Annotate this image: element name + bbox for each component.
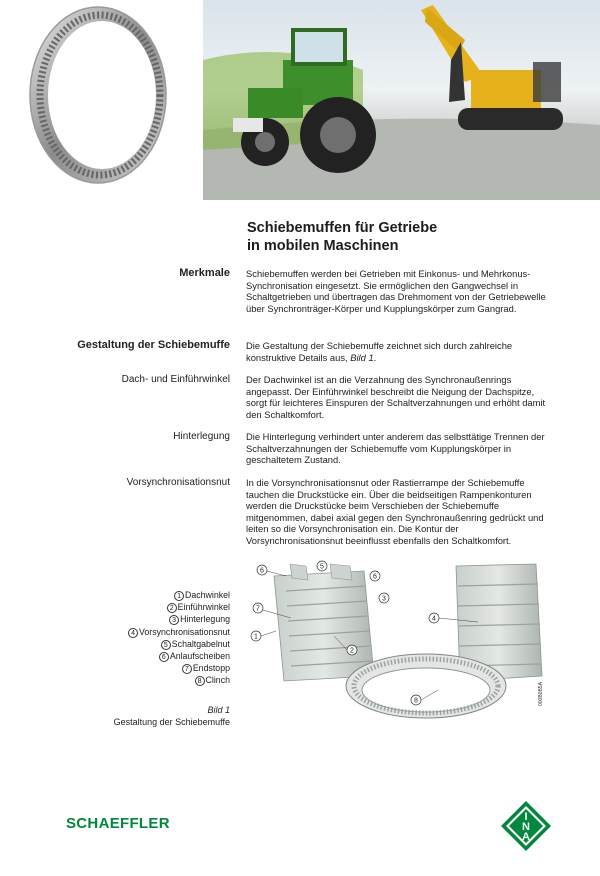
schaeffler-logo: SCHAEFFLER [66, 815, 170, 832]
tractor-illustration [233, 30, 376, 173]
callout-circle [379, 593, 389, 603]
svg-text:5: 5 [320, 563, 324, 571]
section-label-dachwinkel: Dach- und Einführwinkel [121, 374, 230, 385]
callout-circle [257, 565, 267, 575]
legend-item: 5 Schaltgabelnut [128, 638, 230, 650]
legend-item: 1 Dachwinkel [128, 589, 230, 601]
section-label-gestaltung: Gestaltung der Schiebemuffe [77, 339, 230, 351]
figure-caption [114, 704, 230, 728]
callout-circle [253, 603, 263, 613]
svg-text:7: 7 [256, 605, 260, 613]
legend-item: 3 Hinterlegung [128, 613, 230, 625]
legend-item: 4 Vorsynchronisationsnut [128, 626, 230, 638]
svg-text:A: A [522, 831, 530, 843]
svg-text:1: 1 [254, 633, 258, 641]
svg-text:4: 4 [432, 615, 436, 623]
figure-legend [128, 589, 230, 687]
legend-item: 6 Anlaufscheiben [128, 650, 230, 662]
figure-code: 000B0B5A [538, 682, 544, 706]
legend-item: 7 Endstopp [128, 662, 230, 674]
section-label-hinterlegung: Hinterlegung [173, 431, 230, 442]
svg-text:6: 6 [373, 573, 377, 581]
header-photo-machines [203, 0, 600, 200]
callout-circle [251, 631, 261, 641]
section-text-vorsynchronisationsnut: In die Vorsynchronisationsnut oder Rastierrampe der Schiebemuffe tauchen die Druckstücke ein. Über die beidseitigen Rampenkonturen werden die Druckstücke beim Verschieben der Schiebemuffe mitgenommen, dabei axial gegen den Synchronaußenring gedrückt und leiten so die Vorsynchronisation ein. Die Kontur der Vorsynchronisationsnut beeinflusst ebenfalls den Schaltkomfort. [246, 477, 544, 546]
callout-circle [411, 695, 421, 705]
legend-item: 8 Clinch [128, 674, 230, 686]
figure-caption-text: Gestaltung der Schiebemuffe [113, 717, 230, 727]
section-text-dachwinkel: Der Dachwinkel ist an die Verzahnung des Synchronaußenrings angepasst. Der Einführwinkel beschreibt die Neigung der Dachspitze, sorgt für leichteres Einspuren der Schaltverzahnungen und erhöht damit den Schaltkomfort. [246, 374, 546, 420]
callout-circle [317, 561, 327, 571]
ina-logo [500, 800, 552, 852]
section-label-merkmale: Merkmale [179, 267, 230, 279]
svg-text:3: 3 [382, 595, 386, 603]
excavator-illustration [421, 5, 563, 130]
section-text-hinterlegung: Die Hinterlegung verhindert unter anderem das selbsttätige Trennen der Schaltverzahnungen der Schiebemuffe vom Kupplungskörper in geschaltetem Zustand. [246, 431, 545, 466]
svg-text:I: I [524, 811, 528, 823]
page-title [247, 219, 437, 255]
section-text-gestaltung [246, 340, 550, 363]
section-text-gestaltung-end: . [373, 351, 377, 363]
svg-text:2: 2 [350, 647, 354, 655]
section-label-vorsynchronisationsnut: Vorsynchronisationsnut [126, 477, 230, 488]
callout-circle [429, 613, 439, 623]
page-title-line-1: Schiebemuffen für Getriebe [247, 220, 438, 236]
technical-figure-sliding-sleeve [246, 556, 550, 726]
legend-item: 2 Einführwinkel [128, 601, 230, 613]
svg-text:N: N [522, 821, 530, 833]
figure-reference: Bild 1 [350, 351, 374, 363]
callout-circle [347, 645, 357, 655]
header-photo-gear-ring [0, 0, 200, 200]
callout-circle [370, 571, 380, 581]
svg-text:8: 8 [414, 697, 418, 705]
section-text-merkmale: Schiebemuffen werden bei Getrieben mit Einkonus- und Mehrkonus-Synchronisation eingesetzt. Sie ermöglichen den Gangwechsel in Schaltgetrieben und übertragen das Drehmoment von der Getriebewelle über Synchronträger-Körper und Kupplungskörper zum Gangrad. [246, 268, 546, 314]
svg-text:6: 6 [260, 567, 264, 575]
page-title-line-2: in mobilen Maschinen [247, 238, 399, 254]
figure-number: Bild 1 [207, 705, 230, 715]
section-text-gestaltung-body: Die Gestaltung der Schiebemuffe zeichnet sich durch zahlreiche konstruktive Details aus, [246, 340, 513, 363]
